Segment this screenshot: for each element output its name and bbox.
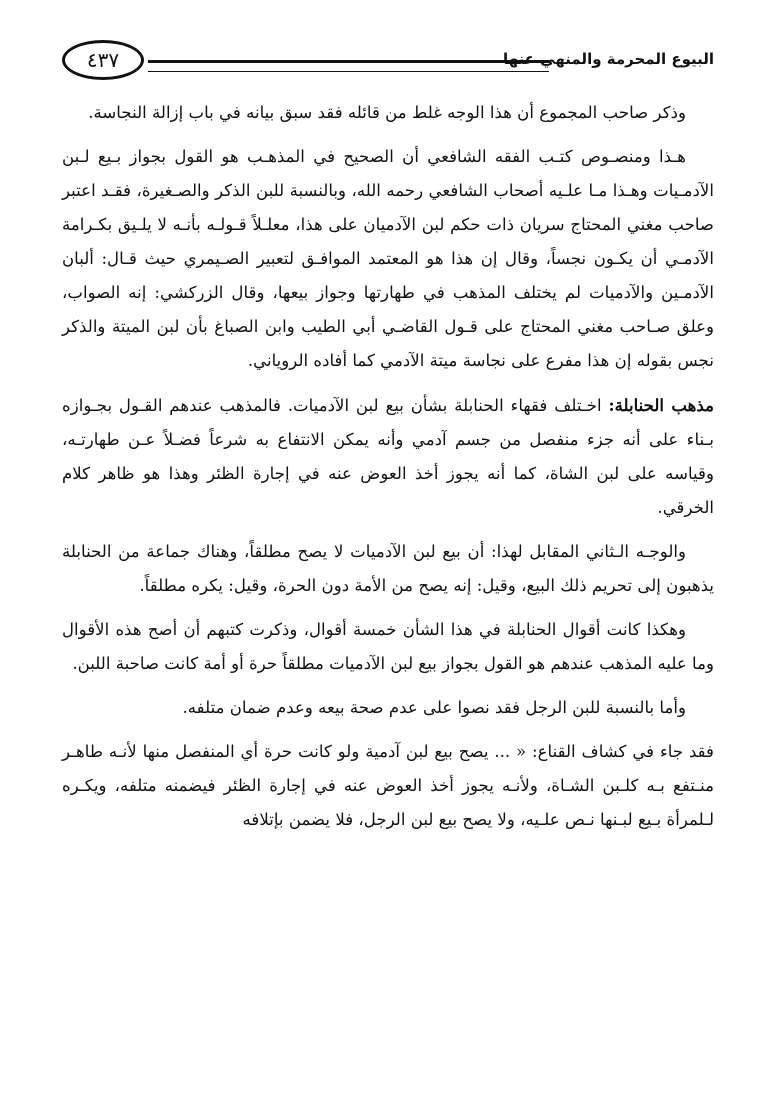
paragraph-6-text: وأما بالنسبة للبن الرجل فقد نصوا على عدم صحة بيعه وعدم ضمان متلفه.	[182, 698, 686, 717]
paragraph-2-text: هـذا ومنصـوص كتـب الفقه الشافعي أن الصحيح في المذهـب هو القول بجواز بـيع لـبن الآدمـيات وهـذا مـا علـيه أصحاب الشافعي رحمه الله، وبالنسبة للبن الذكر والصـغيرة، فقـد اعتبر صاحب مغني المحتاج سريان ذات حكم لبن الآدميان على هذا، معلـلاً قـولـه بأنـه لا يلـيق بكـرامة الآدمـي أن يكـون نجساً، وقال إن هذا هو المعتمد الموافـق لتعبير الصـيمري حيث قـال: ألبان الآدمـين والآدميات لم يختلف المذهب في طهارتها وجواز بيعها، وقال الزركشي: إنه الصواب، وعلق صـاحب مغني المحتاج على قـول القاضـي أبي الطيب وابن الصباغ بأن لبن الميتة والذكر نجس بقوله إن هذا مفرع على نجاسة ميتة الآدمي كما أفاده الروياني.	[62, 147, 714, 370]
paragraph-2	[62, 140, 714, 378]
paragraph-3-text: اخـتلف فقهاء الحنابلة بشأن بيع لبن الآدميات. فالمذهب عندهم القـول بجـوازه بـناء على أنه جزء منفصل من جسم آدمي وأنه يمكن الانتفاع به شرعاً فضـلاً عـن طهارتـه، وقياسه على لبن الشاة، كما أنه يجوز أخذ العوض عنه في إجارة الظئر وهذا هو ظاهر كلام الخرقي.	[62, 396, 714, 517]
paragraph-3-lead: مذهب الحنابلة:	[608, 395, 715, 415]
paragraph-7	[62, 735, 714, 837]
header-rule	[148, 60, 549, 72]
paragraph-1-text: وذكر صاحب المجموع أن هذا الوجه غلط من قائله فقد سبق بيانه في باب إزالة النجاسة.	[88, 103, 686, 122]
paragraph-3	[62, 388, 714, 525]
paragraph-1	[62, 96, 714, 130]
paragraph-7-text: فقد جاء في كشاف القناع: « ... يصح بيع لبن آدمية ولو كانت حرة أي المنفصل منها لأنـه طاهـر منـتفع بـه كلـبن الشـاة، ولأنـه يجوز أخذ العوض عنه في إجارة الظئر فيضمنه متلفه، ويكـره لـلمرأة بـيع لبـنها نـص علـيه، ولا يصح بيع لبن الرجل، فلا يضمن بإتلافه	[62, 742, 714, 829]
page-body	[62, 96, 714, 847]
paragraph-5	[62, 613, 714, 681]
paragraph-4-text: والوجـه الـثاني المقابل لهذا: أن بيع لبن الآدميات لا يصح مطلقاً، وهناك جماعة من الحنابلة يذهبون إلى تحريم ذلك البيع، وقيل: إنه يصح من الأمة دون الحرة، وقيل: يكره مطلقاً.	[62, 542, 714, 595]
page-number-oval	[62, 40, 144, 80]
running-header	[62, 40, 714, 84]
paragraph-5-text: وهكذا كانت أقوال الحنابلة في هذا الشأن خمسة أقوال، وذكرت كتبهم أن أصح هذه الأقوال وما عليه المذهب عندهم هو القول بجواز بيع لبن الآدميات مطلقاً حرة أو أمة كانت صاحبة اللبن.	[62, 620, 714, 673]
chapter-title: البيوع المحرمة والمنهي عنها	[503, 50, 714, 68]
paragraph-6	[62, 691, 714, 725]
paragraph-4	[62, 535, 714, 603]
page-number: ٤٣٧	[86, 48, 120, 72]
